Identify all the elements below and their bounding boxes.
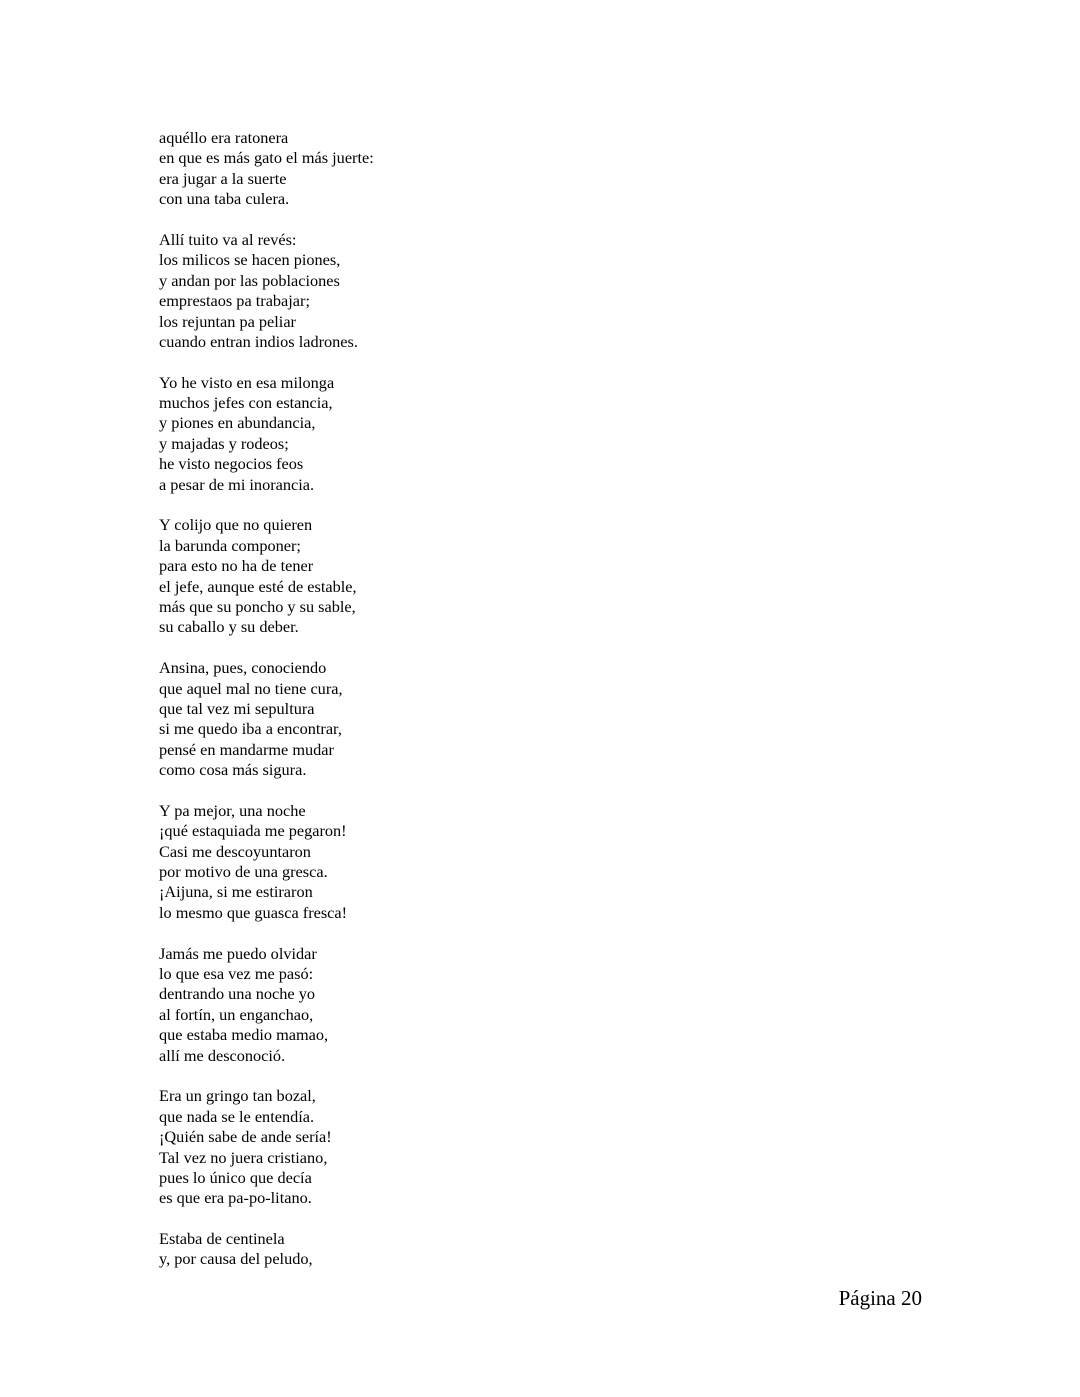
verse-line: los rejuntan pa peliar [159,311,296,331]
verse-line: muchos jefes con estancia, [159,393,333,413]
verse-line: lo que esa vez me pasó: [159,964,314,984]
verse-line: ¡Aijuna, si me estiraron [159,882,313,902]
verse-line: los milicos se hacen piones, [159,250,341,270]
verse-line: Estaba de centinela [159,1229,285,1249]
stanza-3 [159,373,759,495]
verse-line: que aquel mal no tiene cura, [159,678,343,698]
verse-line: por motivo de una gresca. [159,862,328,882]
verse-line: cuando entran indios ladrones. [159,331,358,351]
verse-line: pues lo único que decía [159,1167,312,1187]
verse-line: más que su poncho y su sable, [159,596,356,616]
verse-line: al fortín, un enganchao, [159,1004,314,1024]
verse-line: y, por causa del peludo, [159,1249,313,1269]
verse-line: es que era pa-po-litano. [159,1188,312,1208]
stanza-6 [159,801,759,923]
stanza-9 [159,1229,759,1270]
verse-line: Allí tuito va al revés: [159,229,297,249]
verse-line: y andan por las poblaciones [159,270,340,290]
verse-line: y majadas y rodeos; [159,433,289,453]
verse-line: que tal vez mi sepultura [159,698,315,718]
stanza-2 [159,230,759,352]
stanza-8 [159,1086,759,1208]
verse-line: a pesar de mi inorancia. [159,474,315,494]
verse-line: Tal vez no juera cristiano, [159,1147,328,1167]
verse-line: la barunda componer; [159,535,301,555]
verse-line: he visto negocios feos [159,454,304,474]
verse-line: que estaba medio mamao, [159,1025,329,1045]
verse-line: Jamás me puedo olvidar [159,943,317,963]
verse-line: en que es más gato el más juerte: [159,148,374,168]
verse-line: aquéllo era ratonera [159,128,289,147]
verse-line: para esto no ha de tener [159,556,314,576]
verse-line: y piones en abundancia, [159,413,316,433]
verse-line: Y pa mejor, una noche [159,800,306,820]
stanza-5 [159,658,759,780]
verse-line: Y colijo que no quieren [159,515,313,535]
stanza-4 [159,515,759,637]
verse-line: emprestaos pa trabajar; [159,291,310,311]
verse-line: con una taba culera. [159,189,290,209]
poem-body [159,128,759,1270]
verse-line: Era un gringo tan bozal, [159,1086,316,1106]
verse-line: su caballo y su deber. [159,617,299,637]
verse-line: dentrando una noche yo [159,984,315,1004]
verse-line: si me quedo iba a encontrar, [159,719,342,739]
verse-line: lo mesmo que guasca fresca! [159,902,348,922]
verse-line: ¡qué estaquiada me pegaron! [159,821,347,841]
verse-line: Yo he visto en esa milonga [159,372,335,392]
verse-line: como cosa más sigura. [159,760,307,780]
page-number: Página 20 [838,1286,922,1310]
verse-line: ¡Quién sabe de ande sería! [159,1127,332,1147]
verse-line: Casi me descoyuntaron [159,841,311,861]
verse-line: era jugar a la suerte [159,168,287,188]
stanza-1 [159,128,759,210]
verse-line: pensé en mandarme mudar [159,739,334,759]
stanza-7 [159,944,759,1066]
verse-line: allí me desconoció. [159,1045,286,1065]
verse-line: el jefe, aunque esté de estable, [159,576,357,596]
verse-line: que nada se le entendía. [159,1106,315,1126]
verse-line: Ansina, pues, conociendo [159,658,327,678]
